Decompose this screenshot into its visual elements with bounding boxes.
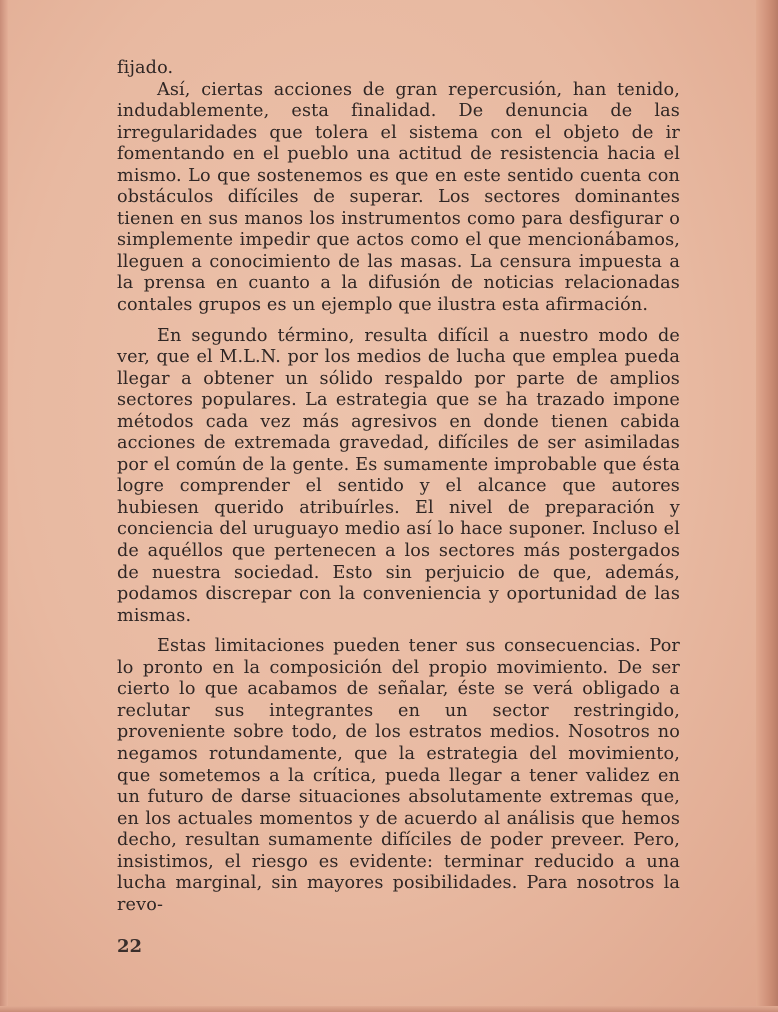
body-text	[117, 58, 680, 916]
paragraph-continuation: fijado.	[117, 58, 174, 78]
paragraph-3: Estas limitaciones pueden tener sus consecuencias. Por lo pronto en la composición del propio movimiento. De ser cierto lo que acabamos de señalar, éste se verá obligado a reclutar sus integrantes en un sector restringido, proveniente sobre todo, de los estratos medios. Nosotros no negamos rotundamente, que la estrategia del movimiento, que sometemos a la crítica, pueda llegar a tener validez en un futuro de darse situaciones absolutamente extremas que, en los actuales momentos y de acuerdo al análisis que hemos decho, resultan sumamente difíciles de poder preveer. Pero, insistimos, el riesgo es evidente: terminar reducido a una lucha marginal, sin mayores posibilidades. Para nosotros la revo-	[117, 636, 680, 915]
paragraph-gap	[117, 627, 680, 636]
page-left-edge	[0, 0, 8, 1012]
paragraph-gap	[117, 317, 680, 326]
paragraph-2: En segundo término, resulta difícil a nuestro modo de ver, que el M.L.N. por los medios de lucha que emplea pueda llegar a obtener un sólido respaldo por parte de amplios sectores populares. La estrategia que se ha trazado impone métodos cada vez más agresivos en donde tienen cabida acciones de extremada gravedad, difíciles de ser asimiladas por el común de la gente. Es sumamente improbable que ésta logre comprender el sentido y el alcance que autores hubiesen querido atribuírles. El nivel de preparación y conciencia del uruguayo medio así lo hace suponer. Incluso el de aquéllos que pertenecen a los sectores más postergados de nuestra sociedad. Esto sin perjuicio de que, además, podamos discrepar con la conveniencia y oportunidad de las mismas.	[117, 325, 680, 626]
page-bottom-edge	[0, 1006, 778, 1012]
page-right-edge	[756, 0, 778, 1012]
page-number: 22	[117, 936, 143, 957]
paragraph-1: Así, ciertas acciones de gran repercusión, han tenido, indudablemente, esta finalidad. De denuncia de las irregularidades que tolera el sistema con el objeto de ir fomentando en el pueblo una actitud de resistencia hacia el mismo. Lo que sostenemos es que en este sentido cuenta con obstáculos difíciles de superar. Los sectores dominantes tienen en sus manos los instrumentos como para desfigurar o simplemente impedir que actos como el que mencionábamos, lleguen a conocimiento de las masas. La censura impuesta a la prensa en cuanto a la difusión de noticias relacionadas contales grupos es un ejemplo que ilustra esta afirmación.	[117, 79, 680, 316]
